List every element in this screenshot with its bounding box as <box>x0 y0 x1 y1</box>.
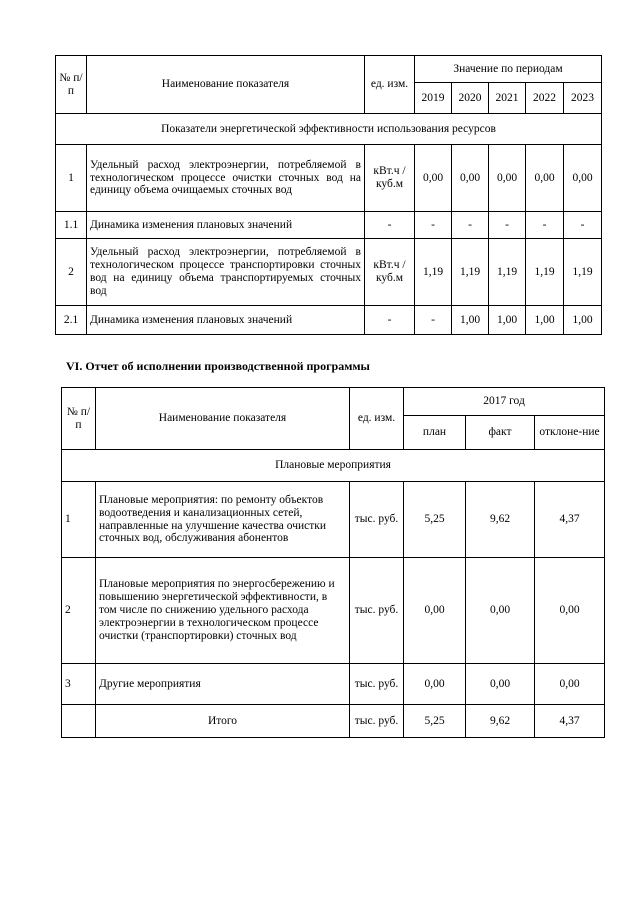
row-value: 1,00 <box>564 306 602 335</box>
header-year: 2021 <box>489 83 526 114</box>
row-value: - <box>489 212 526 239</box>
row-fact: 0,00 <box>466 558 535 664</box>
total-num <box>62 705 96 738</box>
row-fact: 0,00 <box>466 664 535 705</box>
header-deviation: отклоне-ние <box>535 416 605 450</box>
row-value: 1,00 <box>526 306 564 335</box>
row-value: - <box>415 212 452 239</box>
table-row <box>56 306 602 335</box>
header-year: 2022 <box>526 83 564 114</box>
section-heading: VI. Отчет об исполнении производственной программы <box>66 359 370 373</box>
header-name: Наименование показателя <box>96 388 350 450</box>
row-value: 0,00 <box>452 145 489 212</box>
row-value: - <box>564 212 602 239</box>
row-name: Удельный расход электроэнергии, потребляемой в технологическом процессе очистки сточных вод на единицу объема очищаемых сточных вод <box>87 145 365 212</box>
row-value: - <box>452 212 489 239</box>
header-year: 2020 <box>452 83 489 114</box>
row-unit: - <box>365 306 415 335</box>
header-unit: ед. изм. <box>365 56 415 114</box>
row-value: 1,00 <box>452 306 489 335</box>
table-row <box>62 558 605 664</box>
row-value: 1,19 <box>415 239 452 306</box>
row-unit: тыс. руб. <box>350 558 404 664</box>
row-value: 1,19 <box>489 239 526 306</box>
row-num: 1.1 <box>56 212 87 239</box>
table-row <box>56 239 602 306</box>
row-deviation: 4,37 <box>535 482 605 558</box>
row-name: Плановые мероприятия: по ремонту объектов водоотведения и канализационных сетей, направленные на улучшение качества очистки сточных вод, обслуживания абонентов <box>96 482 350 558</box>
row-deviation: 0,00 <box>535 664 605 705</box>
row-fact: 9,62 <box>466 482 535 558</box>
row-unit: кВт.ч / куб.м <box>365 145 415 212</box>
table-row <box>62 482 605 558</box>
total-row <box>62 705 605 738</box>
row-value: 0,00 <box>526 145 564 212</box>
row-num: 1 <box>62 482 96 558</box>
row-value: - <box>526 212 564 239</box>
total-fact: 9,62 <box>466 705 535 738</box>
row-num: 2.1 <box>56 306 87 335</box>
row-plan: 0,00 <box>404 558 466 664</box>
row-num: 2 <box>62 558 96 664</box>
row-value: 1,19 <box>564 239 602 306</box>
section-title: Показатели энергетической эффективности использования ресурсов <box>56 114 602 145</box>
row-name: Плановые мероприятия по энергосбережению и повышению энергетической эффективности, в том числе по снижению удельного расхода электроэнергии в технологическом процессе очистки (транспортировки) сточных вод <box>96 558 350 664</box>
header-year: 2017 год <box>404 388 605 416</box>
row-name: Удельный расход электроэнергии, потребляемой в технологическом процессе транспортировки сточных вод на единицу объема транспортируемых сточных вод <box>87 239 365 306</box>
header-periods: Значение по периодам <box>415 56 602 83</box>
row-unit: тыс. руб. <box>350 664 404 705</box>
row-unit: - <box>365 212 415 239</box>
table-row <box>56 145 602 212</box>
header-unit: ед. изм. <box>350 388 404 450</box>
row-name: Другие мероприятия <box>96 664 350 705</box>
total-unit: тыс. руб. <box>350 705 404 738</box>
row-deviation: 0,00 <box>535 558 605 664</box>
row-plan: 5,25 <box>404 482 466 558</box>
row-plan: 0,00 <box>404 664 466 705</box>
row-num: 2 <box>56 239 87 306</box>
row-name: Динамика изменения плановых значений <box>87 306 365 335</box>
header-plan: план <box>404 416 466 450</box>
program-report-table <box>61 387 605 738</box>
row-unit: тыс. руб. <box>350 482 404 558</box>
section-title: Плановые мероприятия <box>62 450 605 482</box>
header-fact: факт <box>466 416 535 450</box>
total-plan: 5,25 <box>404 705 466 738</box>
table-row <box>62 664 605 705</box>
row-value: 0,00 <box>564 145 602 212</box>
table-row <box>56 212 602 239</box>
header-year: 2023 <box>564 83 602 114</box>
row-value: 0,00 <box>489 145 526 212</box>
row-unit: кВт.ч / куб.м <box>365 239 415 306</box>
header-year: 2019 <box>415 83 452 114</box>
row-value: 0,00 <box>415 145 452 212</box>
header-name: Наименование показателя <box>87 56 365 114</box>
row-num: 3 <box>62 664 96 705</box>
energy-efficiency-table <box>55 55 602 335</box>
header-num: № п/п <box>62 388 96 450</box>
total-deviation: 4,37 <box>535 705 605 738</box>
row-name: Динамика изменения плановых значений <box>87 212 365 239</box>
row-num: 1 <box>56 145 87 212</box>
row-value: 1,19 <box>526 239 564 306</box>
row-value: 1,19 <box>452 239 489 306</box>
row-value: - <box>415 306 452 335</box>
total-label: Итого <box>96 705 350 738</box>
header-num: № п/п <box>56 56 87 114</box>
row-value: 1,00 <box>489 306 526 335</box>
